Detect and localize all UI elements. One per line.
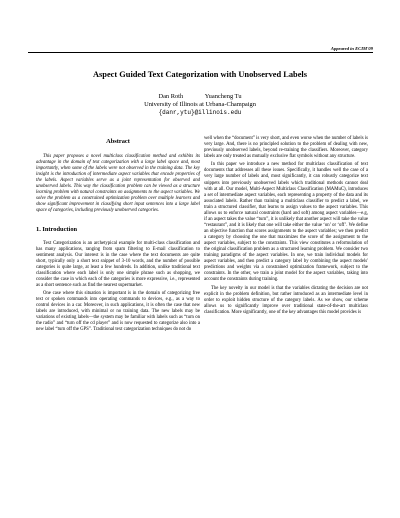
body-paragraph: One case where this situation is important is in the domain of categorizing free text or spoken commands into operating commands to devices, e.g., as a way to control devices in a car. Moreover, in such applications, it is often the case that new labels are introduced, with minimal or no training data. The new labels may be variations of existing labels—the system may be familiar with labels such as “turn on the radio” and “turn off the cd player” and is now requested to categorize also into a new label “turn off the GPS”. Traditional text categorization techniques do not do <box>36 291 200 333</box>
author-names <box>0 93 400 101</box>
body-paragraph: The key novelty in our model is that the variables dictating the decision are not explicit in the problem definition, but rather introduced as an intermediate level in order to exploit hidden structure of the category labels. As we show, our scheme allows us to significantly improve over traditional state-of-the-art multiclass classification. More significantly, one of the key advantages this model provides is <box>204 285 368 315</box>
affiliation: University of Illinois at Urbana-Champaign <box>144 101 256 109</box>
author-name: Yuancheng Tu <box>204 93 242 100</box>
author-email: {danr,ytu}@illinois.edu <box>158 109 242 117</box>
abstract-text: This paper proposes a novel multiclass classification method and exhibits its advantage in the domain of text categorization with a large label space and, most importantly, when some of the labels were not observed in the training data. The key insight is the introduction of intermediate aspect variables that encode properties of the labels. Aspect variables serve as a joint representation for observed and unobserved labels. This way the classification problem can be viewed as a structure learning problem with natural constraints on assignments to the aspect variables. We solve the problem as a constrained optimization problem over multiple learners and show significant improvement in classifying short input sentences into a large label space of categories, including previously unobserved categories. <box>36 154 200 214</box>
section-heading: 1. Introduction <box>36 225 78 233</box>
venue-note: Appeared in ECIM'09 <box>330 46 373 51</box>
header-rule <box>28 52 373 53</box>
body-paragraph: In this paper we introduce a new method for multiclass classification of text documents that addresses all these issues. Specifically, it handles well the case of a very large number of labels and, most significantly, it can robustly categorize text snippets into previously unobserved labels which traditional methods cannot deal with at all. Our model, Multi-Aspect Multiclass Classification (MAMuC), introduces a set of intermediate aspect variables, each representing a property of the data and its associated labels. Rather than training a multiclass classifier to predict a label, we train a structured classifier, that learns to assign values to the aspect variables. This allows us to enforce natural constraints (hard and soft) among aspect variables—e.g, if an aspect takes the value “turn”, it is unlikely that another aspect will take the value “restaurant”, and it is likely that one will take either the value ‘on’ or ‘off’. We define an objective function that scores assignments to the aspect variables; we then predict a category by choosing the one that maximizes the score of the assignment to the aspect variables, subject to the constraints. This view constitutes a reformulation of the original classification problem as a structured learning problem. We consider two training paradigms of the aspect variables. In one, we train individual models for aspect variables, and then predict a category label by combining the aspect models' predictions and weights via a constrained optimization framework, subject to the constraints. In the other, we train a joint model for the aspect variables, taking into account the constraints during training. <box>204 162 368 283</box>
abstract-heading: Abstract <box>106 138 130 145</box>
right-column <box>204 136 368 316</box>
author-name: Dan Roth <box>158 93 184 100</box>
paper-title: Aspect Guided Text Categorization with Unobserved Labels <box>92 70 308 79</box>
left-column <box>36 139 200 333</box>
body-paragraph: Text Categorization is an archetypical example for multi-class classification and has many applications, ranging from spam filtering to E-mail classification to sentiment analysis. Our interest is in the case where the text documents are quite short, typically only a short text snippet of 3-10 words, and the number of possible categories is quite large, at least a few hundreds. In addition, unlike traditional text classification where each label is only one simple phrase such as shopping, we consider the case in which each of the categories is more expressive, i.e., represented as a short sentence such as find the nearest supermarket. <box>36 240 200 288</box>
body-paragraph: well when the “document” is very short, and even worse when the number of labels is very large. And, there is no principled solution to the problem of dealing with new, previously unobserved labels, beyond re-training the classifiers. Moreover, category labels are only treated as mutually exclusive flat symbols without any structure. <box>204 136 368 160</box>
abstract <box>36 139 200 215</box>
author-block <box>0 93 400 118</box>
